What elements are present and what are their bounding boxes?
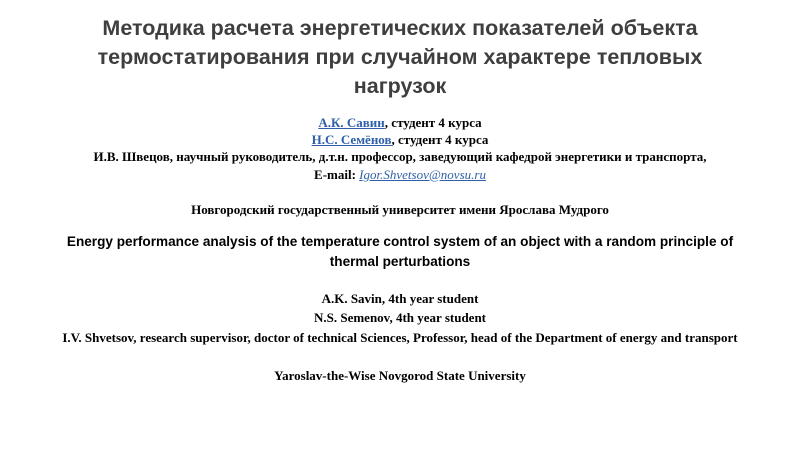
authors-en [20,289,780,348]
author-ru-1-link[interactable]: А.К. Савин [318,115,385,130]
university-ru: Новгородский государственный университет имени Ярослава Мудрого [191,201,609,217]
author-ru-2-role: , студент 4 курса [391,132,489,148]
english-title-line-1: Energy performance analysis of the temperature control system of an object with a random principle of [66,233,734,249]
email-label: E-mail: [314,166,360,182]
author-ru-1 [20,114,780,131]
author-en-2: N.S. Semenov, 4th year student [313,310,487,326]
english-title-line-2: thermal perturbations [329,253,471,269]
author-ru-2 [20,131,780,148]
slide-title-line-1: Методика расчета энергетических показателей объекта [102,16,698,40]
authors-ru [20,114,780,183]
author-ru-1-role: , студент 4 курса [384,115,482,130]
english-title [20,232,780,272]
email-link[interactable]: Igor.Shvetsov@novsu.ru [359,166,486,182]
slide-title-line-2: термостатирования при случайном характере тепловых [97,45,703,69]
slide-title-line-3: нагрузок [353,74,447,98]
email-row [20,166,780,183]
slide-title [20,14,780,101]
supervisor-ru: И.В. Швецов, научный руководитель, д.т.н. профессор, заведующий кафедрой энергетики и транспорта, [93,149,707,165]
supervisor-en: I.V. Shvetsov, research supervisor, doctor of technical Sciences, Professor, head of the Department of energy and transport [62,329,738,345]
author-ru-2-link[interactable]: Н.С. Семёнов [311,132,392,148]
university-en: Yaroslav-the-Wise Novgorod State University [274,368,526,384]
author-en-1: A.K. Savin, 4th year student [321,290,479,306]
